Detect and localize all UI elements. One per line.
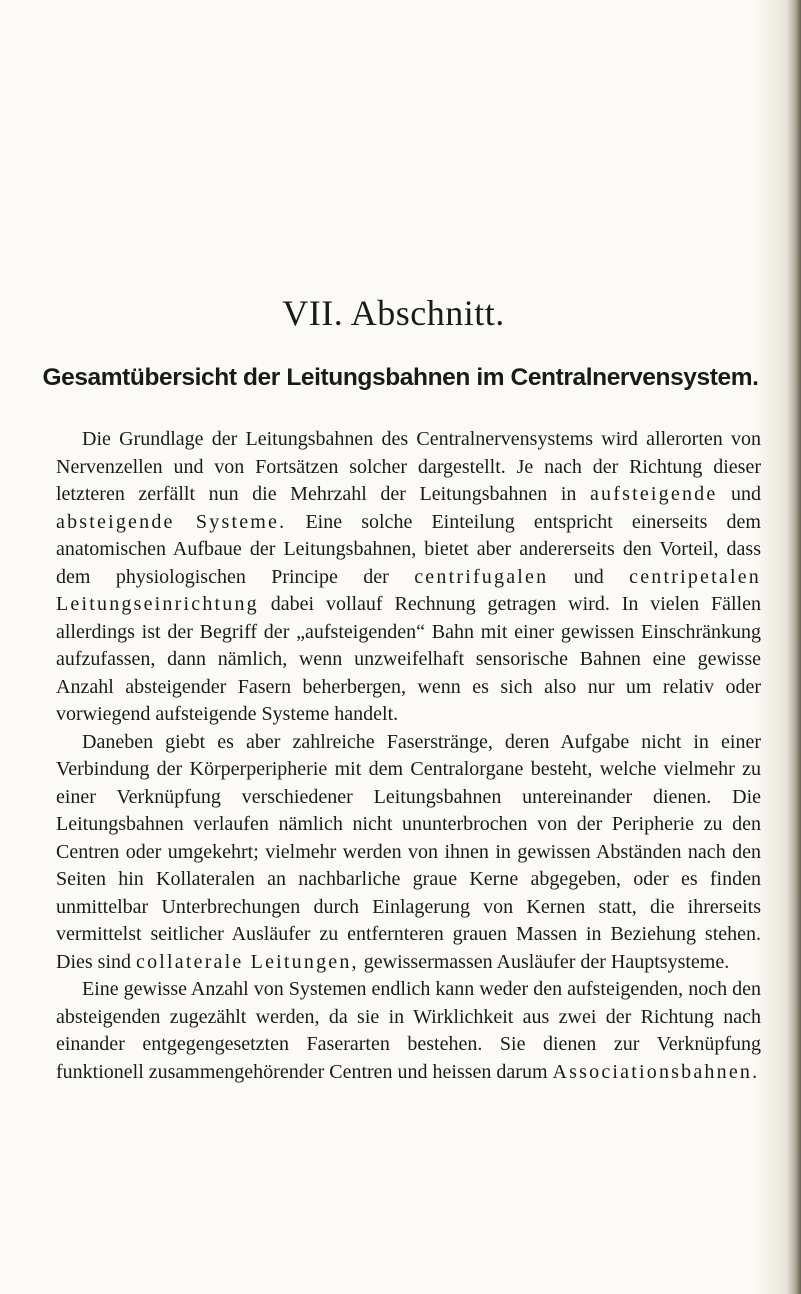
emphasized-term: collaterale Leitungen,	[136, 950, 359, 973]
emphasized-term: centrifugalen	[414, 565, 549, 588]
text-segment: gewissermassen Ausläufer der Hauptsysteme.	[358, 950, 730, 973]
paragraph-1	[56, 426, 761, 729]
section-heading: VII. Abschnitt.	[282, 293, 505, 333]
paragraph-2	[56, 729, 761, 977]
paragraph-3	[56, 976, 761, 1086]
text-segment: und	[717, 483, 761, 505]
text-segment: dabei vollauf Rechnung getragen wird. In vielen Fällen allerdings ist der Begriff der „aufsteigenden“ Bahn mit einer gewissen Einschränkung aufzufassen, dann nämlich, wenn unzweifelhaft sensorische Bahnen eine gewisse Anzahl absteigender Fasern beherbergen, wenn es sich also nur um relativ oder vorwiegend aufsteigende Systeme handelt.	[56, 593, 761, 725]
text-segment: Eine solche Einteilung entspricht einerseits dem anatomischen Aufbaue der Leitungsbahnen, bietet aber andererseits den Vorteil, dass dem physiologischen Principe der	[56, 510, 761, 588]
text-segment: Daneben giebt es aber zahlreiche Faserstränge, deren Aufgabe nicht in einer Verbindung der Körperperipherie mit dem Centralorgane besteht, welche vielmehr zu einer Verknüpfung verschiedener Leitungsbahnen untereinander dienen. Die Leitungsbahnen verlaufen nämlich nicht ununterbrochen von der Peripherie zu den Centren oder umgekehrt; vielmehr werden von ihnen in gewissen Abständen nach den Seiten hin Kollateralen an nachbarliche graue Kerne abgegeben, oder es finden unmittelbar Unterbrechungen durch Einlagerung von Kernen statt, die ihrerseits vermittelst seitlicher Ausläufer zu entfernteren grauen Massen in Beziehung stehen. Dies sind	[56, 730, 761, 973]
text-segment: Eine gewisse Anzahl von Systemen endlich kann weder den aufsteigenden, noch den absteigenden zugezählt werden, da sie in Wirklichkeit aus zwei der Richtung nach einander entgegengesetzten Faserarten bestehen. Sie dienen zur Verknüpfung funktionell zusammengehörender Centren und heissen darum	[56, 978, 761, 1083]
emphasized-term: Associationsbahnen.	[552, 1060, 760, 1083]
emphasized-term: aufsteigende	[589, 483, 718, 505]
emphasized-term: absteigende Systeme.	[56, 510, 287, 533]
page-edge-shadow	[787, 0, 801, 1294]
text-segment: Die Grundlage der Leitungsbahnen des Centralnervensystems wird allerorten von Nervenzellen und von Fortsätzen solcher dargestellt. Je nach der Richtung dieser letzteren zerfällt nun die Mehrzahl der Leitungsbahnen in	[56, 428, 761, 505]
section-subtitle: Gesamtübersicht der Leitungsbahnen im Centralnervensystem.	[42, 364, 759, 391]
body-text	[56, 426, 761, 1086]
emphasized-term: centripetalen Leitungseinrichtung	[56, 565, 761, 615]
text-segment: und	[548, 565, 630, 588]
